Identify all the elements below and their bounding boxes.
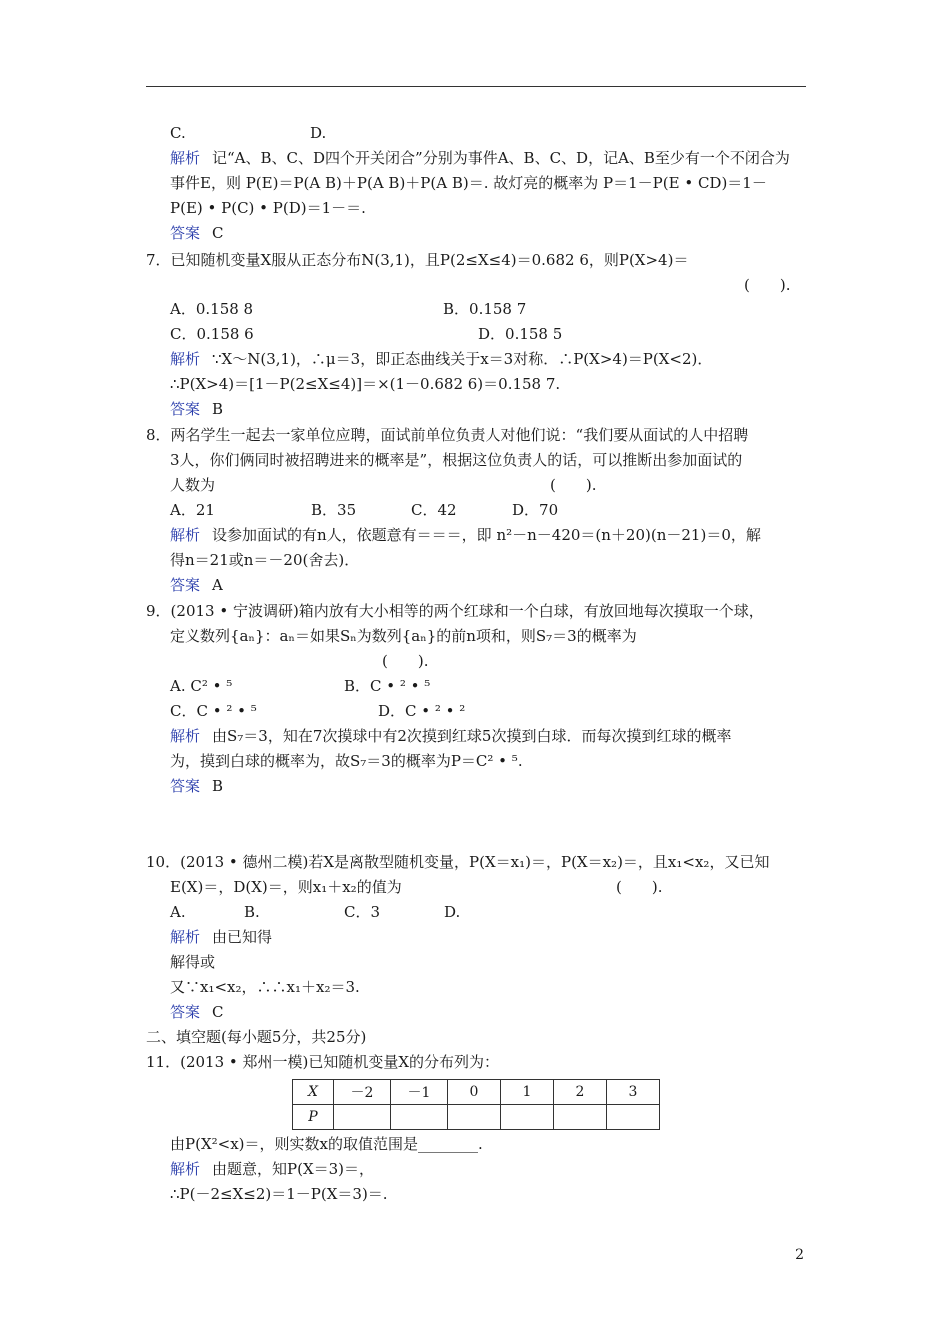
answer-tag: 答案	[170, 1003, 201, 1021]
q10-answer-bracket: ( ).	[616, 878, 663, 896]
analysis-tag: 解析	[170, 1160, 201, 1178]
table-cell	[607, 1105, 660, 1130]
page-number: 2	[795, 1247, 804, 1263]
q7-stem: 7．已知随机变量X服从正态分布N(3,1)，且P(2≤X≤4)＝0.682 6，则P(X>4)＝	[146, 251, 689, 269]
q10-option-a: A.	[170, 903, 186, 921]
table-cell: 0	[448, 1080, 501, 1105]
q7-answer: 答案 B	[170, 400, 224, 418]
table-cell	[334, 1105, 391, 1130]
q8-stem-line1: 8．两名学生一起去一家单位应聘，面试前单位负责人对他们说：“我们要从面试的人中招聘	[146, 426, 749, 444]
q6-analysis-line1: 解析 记“A、B、C、D四个开关闭合”分别为事件A、B、C、D，记A、B至少有一个不闭合为	[170, 149, 790, 167]
q10-answer: 答案 C	[170, 1003, 224, 1021]
table-cell	[391, 1105, 448, 1130]
q10-analysis-line3: 又∵x₁<x₂，∴∴x₁＋x₂＝3.	[170, 978, 360, 996]
q10-option-c: C．3	[344, 903, 381, 921]
q7-option-b: B．0.158 7	[443, 300, 527, 318]
table-cell: X	[293, 1080, 334, 1105]
q7-analysis-line2: ∴P(X>4)＝[1－P(2≤X≤4)]＝×(1－0.682 6)＝0.158 7.	[170, 375, 561, 393]
table-cell: 3	[607, 1080, 660, 1105]
q7-option-c: C．0.158 6	[170, 325, 254, 343]
table-cell: －2	[334, 1080, 391, 1105]
q8-analysis-line1: 解析 设参加面试的有n人，依题意有＝＝＝，即 n²－n－420＝(n＋20)(n－21)＝0，解	[170, 526, 761, 544]
q7-answer-bracket: ( ).	[744, 276, 791, 294]
q6-answer: 答案 C	[170, 224, 224, 242]
table-cell: 1	[501, 1080, 554, 1105]
table-row	[293, 1105, 660, 1130]
q6-option-d: D.	[310, 124, 327, 142]
q8-option-d: D．70	[512, 501, 559, 519]
table-cell	[448, 1105, 501, 1130]
q8-option-c: C．42	[411, 501, 457, 519]
q7-analysis-line1: 解析 ∵X～N(3,1)，∴μ＝3，即正态曲线关于x＝3对称．∴P(X>4)＝P(X<2)．	[170, 350, 713, 368]
analysis-tag: 解析	[170, 727, 201, 745]
header-rule	[146, 86, 806, 87]
q9-answer-bracket: ( ).	[382, 652, 429, 670]
q9-analysis-line2: 为，摸到白球的概率为，故S₇＝3的概率为P＝C² • ⁵.	[170, 752, 523, 770]
q8-answer-bracket: ( ).	[550, 476, 597, 494]
q8-option-b: B．35	[311, 501, 357, 519]
q9-answer: 答案 B	[170, 777, 224, 795]
q7-option-a: A．0.158 8	[170, 300, 254, 318]
answer-tag: 答案	[170, 576, 201, 594]
q9-analysis-line1: 解析 由S₇＝3，知在7次摸球中有2次摸到红球5次摸到白球．而每次摸到红球的概率	[170, 727, 732, 745]
distribution-table	[292, 1079, 660, 1130]
q8-stem-line3: 人数为	[170, 476, 216, 494]
table-cell: P	[293, 1105, 334, 1130]
q8-answer: 答案 A	[170, 576, 223, 594]
q9-option-c: C．C • ² • ⁵	[170, 702, 257, 720]
q11-analysis-line1: 解析 由题意，知P(X＝3)＝，	[170, 1160, 375, 1178]
q10-option-b: B.	[244, 903, 260, 921]
analysis-tag: 解析	[170, 928, 201, 946]
q10-analysis-line1: 解析 由已知得	[170, 928, 273, 946]
q11-stem: 11．(2013 • 郑州一模)已知随机变量X的分布列为：	[146, 1053, 500, 1071]
table-cell: 2	[554, 1080, 607, 1105]
table-cell	[501, 1105, 554, 1130]
q9-stem-line1: 9．(2013 • 宁波调研)箱内放有大小相等的两个红球和一个白球，有放回地每次摸取一个球，	[146, 602, 764, 620]
q10-stem-line1: 10．(2013 • 德州二模)若X是离散型随机变量，P(X＝x₁)＝，P(X＝x₂)＝，且x₁<x₂，又已知	[146, 853, 770, 871]
q11-analysis-line2: ∴P(－2≤X≤2)＝1－P(X＝3)＝.	[170, 1185, 388, 1203]
q6-analysis-line3: P(E) • P(C) • P(D)＝1－＝.	[170, 199, 366, 217]
q6-option-c: C.	[170, 124, 186, 142]
table-row	[293, 1080, 660, 1105]
table-cell: －1	[391, 1080, 448, 1105]
q6-analysis-line2: 事件E，则 P(E)＝P(A B)＋P(A B)＋P(A B)＝. 故灯亮的概率为 P＝1－P(E • CD)＝1－	[170, 174, 767, 192]
q9-option-a: A. C² • ⁵	[170, 677, 233, 695]
q7-option-d: D．0.158 5	[478, 325, 563, 343]
analysis-tag: 解析	[170, 149, 201, 167]
section-heading: 二、填空题(每小题5分，共25分)	[146, 1028, 367, 1046]
answer-tag: 答案	[170, 224, 201, 242]
q9-stem-line2: 定义数列{aₙ}：aₙ＝如果Sₙ为数列{aₙ}的前n项和，则S₇＝3的概率为	[170, 627, 637, 645]
q8-analysis-line2: 得n＝21或n＝－20(舍去)．	[170, 551, 360, 569]
analysis-tag: 解析	[170, 526, 201, 544]
table-cell	[554, 1105, 607, 1130]
q9-option-b: B．C • ² • ⁵	[344, 677, 431, 695]
q8-option-a: A．21	[170, 501, 215, 519]
q9-option-d: D．C • ² • ²	[378, 702, 466, 720]
q8-stem-line2: 3人，你们俩同时被招聘进来的概率是”，根据这位负责人的话，可以推断出参加面试的	[170, 451, 743, 469]
answer-tag: 答案	[170, 400, 201, 418]
q11-fill-line: 由P(X²<x)＝，则实数x的取值范围是________.	[170, 1135, 483, 1153]
q10-analysis-line2: 解得或	[170, 953, 216, 971]
analysis-tag: 解析	[170, 350, 201, 368]
q10-option-d: D.	[444, 903, 461, 921]
answer-tag: 答案	[170, 777, 201, 795]
q10-stem-line2: E(X)＝，D(X)＝，则x₁＋x₂的值为	[170, 878, 402, 896]
